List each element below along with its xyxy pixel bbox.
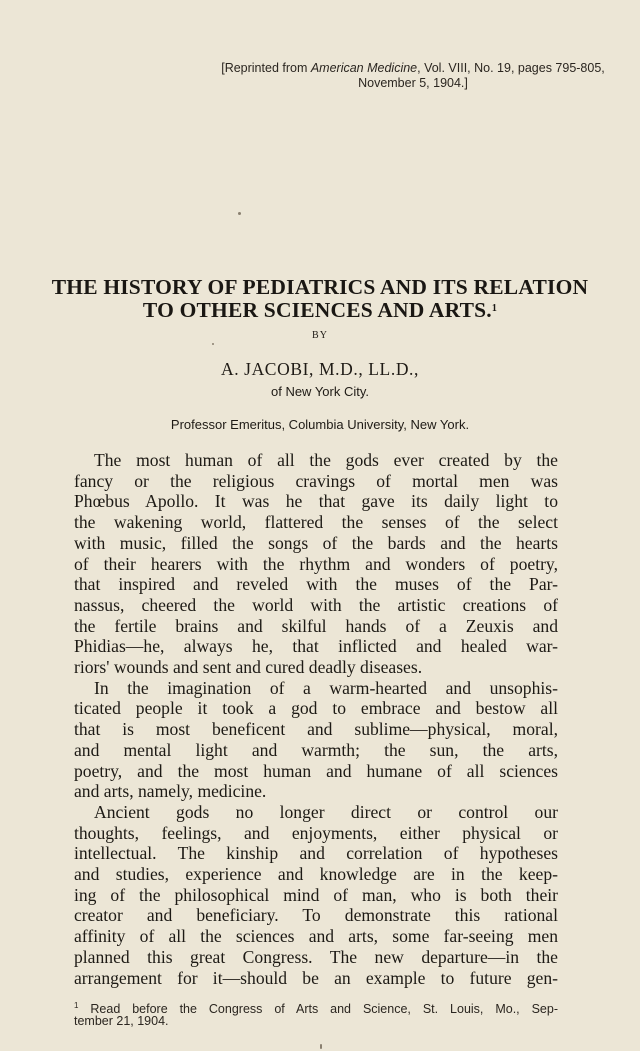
paper-speck [320, 1044, 322, 1049]
body-line: fancy or the religious cravings of mortal men was [74, 470, 558, 491]
body-line: In the imagination of a warm-hearted and unsophis- [94, 677, 558, 698]
body-line: ing of the philosophical mind of man, who is both their [74, 884, 558, 905]
footnote-line-2: tember 21, 1904. [74, 1014, 169, 1029]
body-line: and arts, namely, medicine. [74, 781, 267, 802]
body-line: nassus, cheered the world with the artistic creations of [74, 594, 558, 615]
body-line: The most human of all the gods ever created by the [94, 450, 558, 470]
body-line: and studies, experience and knowledge are in the keep- [74, 864, 558, 885]
body-line: planned this great Congress. The new departure—in the [74, 946, 558, 967]
body-line: poetry, and the most human and humane of all sciences [74, 760, 558, 781]
article-body [74, 450, 558, 988]
body-line: ticated people it took a god to embrace and bestow all [74, 698, 558, 719]
body-line: Ancient gods no longer direct or control our [94, 801, 558, 822]
body-line: that inspired and reveled with the muses of the Par- [74, 574, 558, 595]
title-footnote-mark: 1 [491, 303, 498, 314]
reprint-note [218, 61, 608, 91]
body-line: affinity of all the sciences and arts, some far-seeing men [74, 926, 558, 947]
reprint-note-line-2: November 5, 1904.] [358, 76, 468, 90]
body-line: the wakening world, flattered the senses of the select [74, 512, 558, 533]
footnote-mark: 1 [74, 1001, 79, 1010]
paper-speck [238, 212, 241, 215]
body-line: with music, filled the songs of the bards and the hearts [74, 532, 558, 553]
article-title [40, 276, 600, 322]
article-title-line-2: TO OTHER SCIENCES AND ARTS.$^1$ [142, 298, 498, 322]
body-line: of their hearers with the rhythm and wonders of poetry, [74, 553, 558, 574]
author-name: A. JACOBI, M.D., LL.D., [220, 359, 420, 379]
body-line: riors' wounds and sent and cured deadly diseases. [74, 657, 423, 678]
byline-by: BY [312, 330, 328, 341]
body-line: and mental light and warmth; the sun, the arts, [74, 739, 558, 760]
body-line: Phœbus Apollo. It was he that gave its daily light to [74, 491, 558, 512]
body-line: that is most beneficent and sublime—physical, moral, [74, 719, 558, 740]
reprint-note-line-1: [Reprinted from American Medicine, Vol. VIII, No. 19, pages 795-805, [221, 61, 605, 75]
footnote-line-1: $^1$ Read before the Congress of Arts and Science, St. Louis, Mo., Sep- [74, 1001, 558, 1017]
body-line: Phidias—he, always he, that inflicted and healed war- [74, 636, 558, 657]
body-line: thoughts, feelings, and enjoyments, either physical or [74, 822, 558, 843]
paper-speck [212, 343, 214, 345]
body-line: the fertile brains and skilful hands of a Zeuxis and [74, 615, 558, 636]
body-line: arrangement for it—should be an example to future gen- [74, 967, 558, 988]
body-line: intellectual. The kinship and correlation of hypotheses [74, 843, 558, 864]
author-affiliation: Professor Emeritus, Columbia University, New York. [170, 417, 470, 432]
journal-name: American Medicine [310, 61, 418, 75]
body-line: creator and beneficiary. To demonstrate this rational [74, 905, 558, 926]
author-location: of New York City. [270, 384, 370, 399]
article-title-line-1: THE HISTORY OF PEDIATRICS AND ITS RELATION [51, 275, 589, 299]
footnote [74, 1000, 558, 1027]
